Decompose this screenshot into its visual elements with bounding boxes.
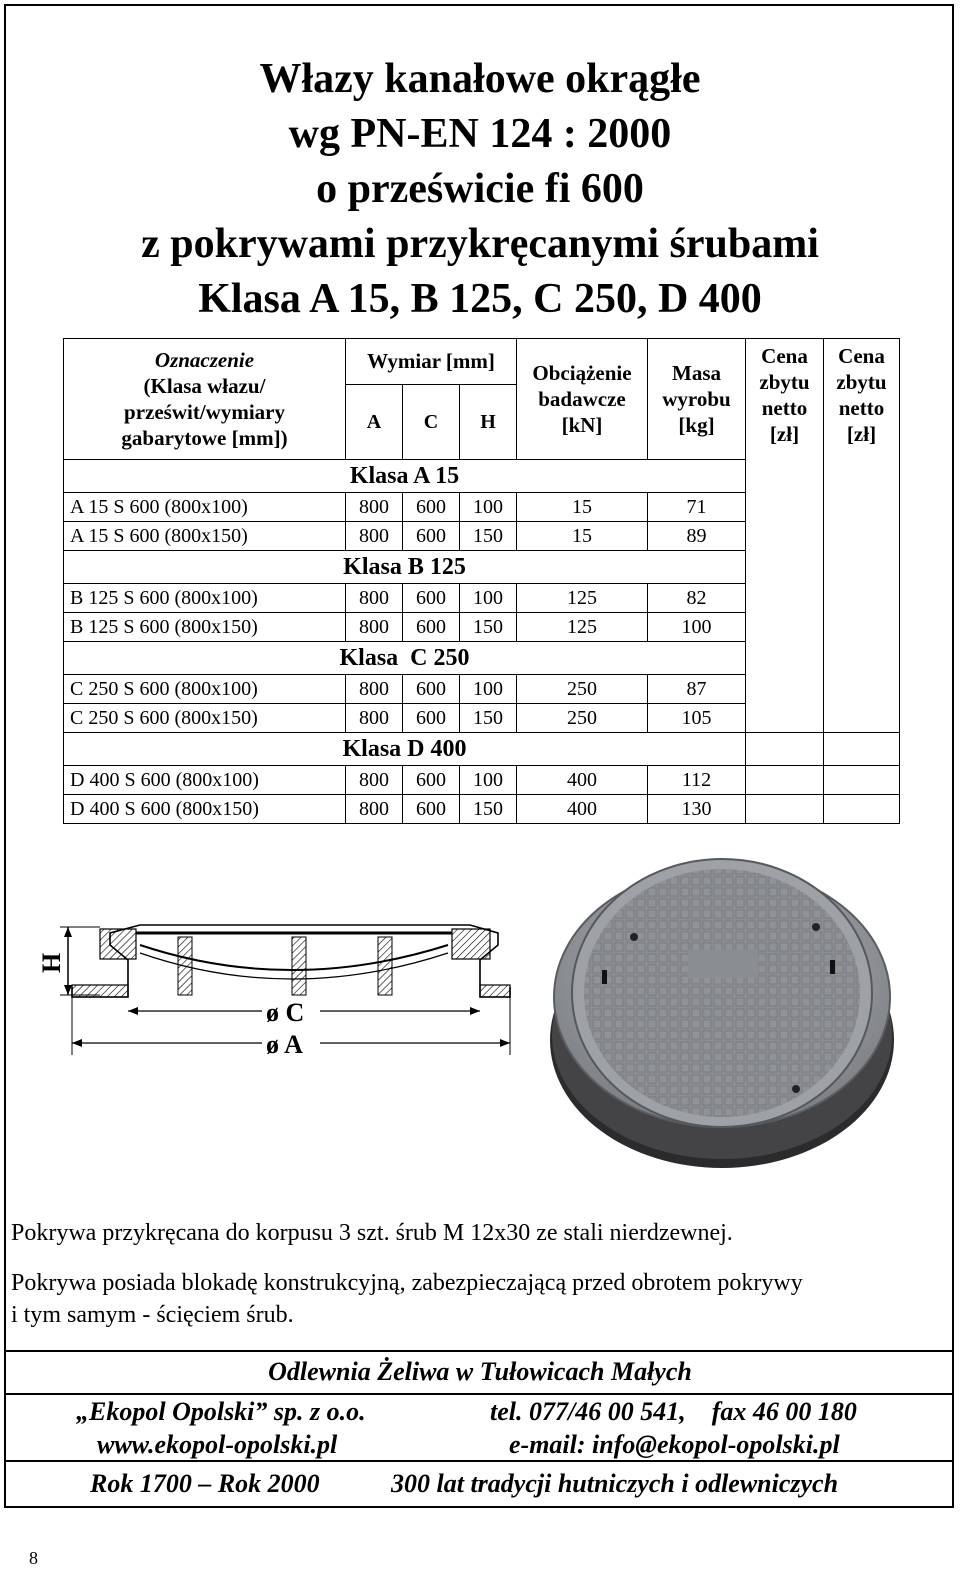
- cross-section-drawing: [37, 915, 515, 1075]
- cell-load: 15: [517, 493, 648, 522]
- title-line: Klasa A 15, B 125, C 250, D 400: [198, 276, 762, 322]
- header-text: (Klasa włazu/: [143, 374, 266, 398]
- cell-load: 400: [517, 795, 648, 824]
- header-text: netto: [761, 396, 808, 420]
- c-dimension-label: ø C: [266, 998, 305, 1027]
- header-text: Cena: [838, 344, 885, 368]
- divider: [4, 1460, 954, 1462]
- cell-c: 600: [403, 675, 460, 704]
- note-lock-line1: Pokrywa posiada blokadę konstrukcyjną, zabezpieczającą przed obrotem pokrywy: [11, 1270, 803, 1296]
- cell-designation: B 125 S 600 (800x150): [64, 613, 346, 642]
- cell-load: 250: [517, 704, 648, 733]
- note-lock-line2: i tym samym - ścięciem śrub.: [11, 1302, 294, 1328]
- spec-table: [63, 338, 900, 824]
- header-text: [kN]: [561, 413, 603, 437]
- cell-designation: D 400 S 600 (800x150): [64, 795, 346, 824]
- cell-mass: 130: [648, 795, 746, 824]
- cell-mass: 100: [648, 613, 746, 642]
- header-wymiar: Wymiar [mm]: [346, 339, 517, 385]
- cell-h: 100: [460, 675, 517, 704]
- footer-years: Rok 1700 – Rok 2000: [90, 1469, 320, 1498]
- cell-a: 800: [346, 795, 403, 824]
- table-row: [64, 766, 900, 795]
- cell-mass: 105: [648, 704, 746, 733]
- class-heading: Klasa C 250: [64, 642, 746, 675]
- cell-h: 150: [460, 704, 517, 733]
- cell-a: 800: [346, 493, 403, 522]
- cell-a: 800: [346, 704, 403, 733]
- cell-load: 400: [517, 766, 648, 795]
- header-text: zbytu: [836, 370, 887, 394]
- cell-load: 250: [517, 675, 648, 704]
- title-line: wg PN-EN 124 : 2000: [288, 111, 672, 157]
- cell-c: 600: [403, 795, 460, 824]
- cell-h: 150: [460, 522, 517, 551]
- header-text: Obciążenie: [532, 361, 632, 385]
- footer-phone: tel. 077/46 00 541, fax 46 00 180: [490, 1397, 857, 1426]
- manhole-cover-photo: [548, 865, 896, 1173]
- cell-h: 150: [460, 613, 517, 642]
- cell-c: 600: [403, 766, 460, 795]
- cell-a: 800: [346, 766, 403, 795]
- cell-mass: 112: [648, 766, 746, 795]
- class-heading: Klasa D 400: [64, 733, 746, 766]
- cell-a: 800: [346, 613, 403, 642]
- header-text: Cena: [761, 344, 808, 368]
- header-text: Masa: [672, 361, 721, 385]
- cell-designation: D 400 S 600 (800x100): [64, 766, 346, 795]
- cell-load: 125: [517, 613, 648, 642]
- table-row: [64, 795, 900, 824]
- header-a: A: [346, 384, 403, 459]
- cell-load: 15: [517, 522, 648, 551]
- cell-h: 100: [460, 493, 517, 522]
- header-text: [zł]: [769, 422, 800, 446]
- page-number: 8: [29, 1548, 38, 1568]
- a-dimension-label: ø A: [266, 1030, 303, 1059]
- cell-h: 100: [460, 766, 517, 795]
- header-text: wyrobu: [662, 387, 731, 411]
- header-cena-2: [824, 339, 900, 733]
- header-text: prześwit/wymiary: [124, 400, 285, 424]
- header-cena-1: [746, 339, 824, 733]
- class-heading: Klasa B 125: [64, 551, 746, 584]
- cell-a: 800: [346, 584, 403, 613]
- header-text: gabarytowe [mm]): [121, 426, 288, 450]
- header-text: [kg]: [678, 413, 715, 437]
- header-obciazenie: [517, 339, 648, 460]
- divider: [4, 1393, 954, 1395]
- cell-h: 150: [460, 795, 517, 824]
- cell-mass: 89: [648, 522, 746, 551]
- note-bolts: Pokrywa przykręcana do korpusu 3 szt. śrub M 12x30 ze stali nierdzewnej.: [11, 1220, 733, 1246]
- header-oznaczenie: [64, 339, 346, 460]
- cell-designation: C 250 S 600 (800x150): [64, 704, 346, 733]
- cell-mass: 82: [648, 584, 746, 613]
- cell-a: 800: [346, 675, 403, 704]
- footer-company-name: „Ekopol Opolski” sp. z o.o.: [76, 1397, 366, 1426]
- cell-c: 600: [403, 522, 460, 551]
- header-text: zbytu: [759, 370, 810, 394]
- footer-foundry: Odlewnia Żeliwa w Tułowicach Małych: [268, 1357, 692, 1386]
- header-text: badawcze: [538, 387, 626, 411]
- cell-c: 600: [403, 613, 460, 642]
- footer-email: e-mail: info@ekopol-opolski.pl: [509, 1430, 840, 1459]
- cell-designation: C 250 S 600 (800x100): [64, 675, 346, 704]
- header-h: H: [460, 384, 517, 459]
- h-dimension-label: H: [37, 952, 66, 973]
- title-line: o prześwicie fi 600: [316, 166, 644, 212]
- cell-mass: 87: [648, 675, 746, 704]
- cell-h: 100: [460, 584, 517, 613]
- header-text: Oznaczenie: [154, 348, 255, 372]
- cell-designation: A 15 S 600 (800x150): [64, 522, 346, 551]
- cell-c: 600: [403, 584, 460, 613]
- header-text: netto: [838, 396, 885, 420]
- title-line: z pokrywami przykręcanymi śrubami: [141, 221, 819, 267]
- document-title: [0, 52, 960, 327]
- class-heading: Klasa A 15: [64, 460, 746, 493]
- cell-designation: B 125 S 600 (800x100): [64, 584, 346, 613]
- cell-designation: A 15 S 600 (800x100): [64, 493, 346, 522]
- cell-c: 600: [403, 704, 460, 733]
- header-c: C: [403, 384, 460, 459]
- title-line: Włazy kanałowe okrągłe: [259, 56, 701, 102]
- footer-tradition: 300 lat tradycji hutniczych i odlewniczych: [391, 1469, 839, 1498]
- divider: [4, 1350, 954, 1352]
- cell-mass: 71: [648, 493, 746, 522]
- footer-website: www.ekopol-opolski.pl: [97, 1430, 338, 1459]
- cell-c: 600: [403, 493, 460, 522]
- header-masa: [648, 339, 746, 460]
- cell-load: 125: [517, 584, 648, 613]
- cell-a: 800: [346, 522, 403, 551]
- header-text: [zł]: [846, 422, 877, 446]
